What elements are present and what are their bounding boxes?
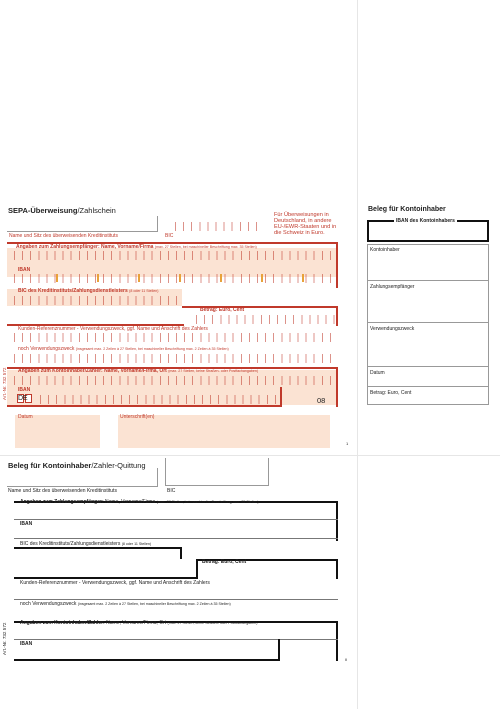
bic-full-label: BIC des Kreditinstituts/Zahlungsdienstleisters (18, 288, 128, 294)
receipt-recipient-label: Zahlungsempfänger (370, 284, 415, 290)
receipt-purpose-label: Verwendungszweck (370, 326, 415, 332)
payer-underline (7, 405, 282, 407)
receipt-divider (367, 322, 489, 323)
reference-ticks[interactable] (14, 333, 336, 342)
purpose-ticks[interactable] (14, 354, 336, 363)
iban-group-mark (179, 274, 181, 282)
bottom-amount-label: Betrag: Euro, Cent (202, 559, 247, 565)
bottom-payer-underline (14, 659, 278, 661)
recipient-name-ticks[interactable] (14, 251, 336, 260)
bottom-page-number: II (345, 657, 348, 662)
iban-group-mark (56, 274, 58, 282)
page-number: 1 (346, 441, 349, 446)
payer-iban-label: IBAN (18, 387, 31, 393)
bottom-payer-label2: Name, Vorname/Firma, Ort (106, 620, 167, 626)
receipt-divider (367, 366, 489, 367)
receipt-divider (367, 280, 489, 281)
signature-label: Unterschrift(en) (120, 414, 155, 420)
iban-label: IBAN (18, 267, 31, 273)
iban-prefix: DE (18, 395, 28, 402)
bottom-article-number: Art.-Nr. 732 572 (2, 622, 7, 655)
payer-row (18, 368, 258, 374)
payer-receipt-form (0, 455, 357, 709)
amount-ticks[interactable] (196, 315, 336, 324)
iban-ticks[interactable] (14, 274, 336, 283)
bic-top-ticks[interactable] (175, 222, 263, 231)
form-code: 08 (317, 396, 326, 405)
bottom-payer-frame (14, 621, 338, 661)
bottom-bic-hint: (8 oder 11 Stellen) (121, 542, 152, 546)
bottom-payer-hint: (max. 27 Stellen, keine Straßen- oder Postfachangaben) (167, 621, 258, 625)
notice-text: Für Überweisungen in Deutschland, in andere EU-/EWR-Staaten und in die Schweiz in Euro. (274, 212, 337, 236)
bottom-iban-label: IBAN (20, 521, 33, 527)
bank-name-label: Name und Sitz des überweisenden Kreditinstituts (9, 233, 118, 239)
amount-label: Betrag: Euro, Cent (200, 307, 245, 313)
purpose-label: noch Verwendungszweck (18, 346, 75, 352)
bottom-title-bold: Beleg für Kontoinhaber (8, 461, 92, 470)
receipt-amount-label: Betrag: Euro, Cent (370, 390, 412, 396)
bank-name-field[interactable] (7, 216, 158, 232)
recipient-label: Angaben zum Zahlungsempfänger: Name, Vorname/Firma (16, 244, 154, 250)
bottom-bank-label: Name und Sitz des überweisenden Kreditinstituts (8, 488, 117, 494)
bottom-recipient-frame (14, 501, 338, 541)
purpose-row (18, 346, 229, 352)
payer-label: Angaben zum Kontoinhaber/Zahler: Name, Vorname/Firma, Ort (18, 368, 167, 374)
bottom-recipient-label: Angaben zum Zahlungsempfänger: (20, 499, 104, 505)
iban-group-mark (220, 274, 222, 282)
bottom-bic-corner (180, 547, 182, 559)
bottom-amount-underline (14, 577, 198, 579)
iban-group-mark (138, 274, 140, 282)
bottom-divider (14, 538, 338, 539)
bottom-recipient-hint: (max. 27 Stellen, bei maschineller Beschriftung max. 35 Stellen) (156, 500, 259, 504)
form-title (8, 206, 116, 215)
receipt-fields (367, 244, 489, 405)
receipt-title: Beleg für Kontoinhaber (368, 206, 446, 213)
bic-ticks[interactable] (14, 296, 180, 305)
bottom-divider (14, 519, 338, 520)
bottom-payer-row (20, 620, 257, 626)
iban-group-mark (302, 274, 304, 282)
payer-iban-ticks[interactable] (40, 395, 280, 404)
bottom-bic-label: BIC (167, 488, 176, 494)
receipt-date-label: Datum (370, 370, 385, 376)
bic-label: BIC (165, 233, 174, 239)
iban-group-mark (261, 274, 263, 282)
bottom-purpose-label: noch Verwendungszweck (20, 601, 77, 607)
bottom-purpose-row (20, 601, 231, 607)
form-title-bold: SEPA-Überweisung (8, 206, 78, 215)
payer-ticks[interactable] (14, 376, 336, 385)
bottom-reference-label: Kunden-Referenznummer - Verwendungszweck, ggf. Name und Anschrift des Zahlers (20, 580, 210, 586)
bottom-recipient-row (20, 499, 259, 505)
sepa-transfer-form (0, 200, 357, 455)
bottom-title-rest: /Zahler-Quittung (91, 461, 146, 470)
bottom-purpose-hint: (insgesamt max. 2 Zeilen à 27 Stellen, bei maschineller Beschriftung max. 2 Zeilen à 35 Stellen) (77, 602, 231, 606)
iban-group-mark (97, 274, 99, 282)
bottom-divider (14, 639, 338, 640)
bottom-divider (14, 599, 338, 600)
bottom-bic-field[interactable] (165, 458, 269, 486)
bottom-bank-field[interactable] (7, 468, 158, 487)
code-frame (280, 387, 338, 407)
bottom-recipient-label2: Name, Vorname/Firma (105, 499, 156, 505)
recipient-hint: (max. 27 Stellen, bei maschineller Beschriftung max. 35 Stellen) (154, 245, 257, 249)
receipt-holder-label: Kontoinhaber (370, 247, 400, 253)
recipient-label-row (16, 244, 257, 250)
purpose-hint: (insgesamt max. 2 Zeilen à 27 Stellen, bei maschineller Beschriftung max. 2 Zeilen à 35 Stellen) (75, 347, 229, 351)
bic-full-row (18, 288, 158, 294)
bottom-bic-full-label: BIC des Kreditinstituts/Zahlungsdienstleisters (20, 541, 121, 547)
bic-hint: (8 oder 11 Stellen) (129, 289, 159, 293)
receipt-divider (367, 386, 489, 387)
bottom-payer-corner (278, 639, 280, 661)
reference-label: Kunden-Referenznummer - Verwendungszweck, ggf. Name und Anschrift des Zahlers (18, 326, 208, 332)
bottom-payer-iban-label: IBAN (20, 641, 33, 647)
date-label: Datum (18, 414, 33, 420)
bottom-bic-underline (14, 547, 182, 549)
form-title-rest: /Zahlschein (77, 206, 116, 215)
receipt-stub (358, 200, 500, 440)
bottom-payer-label: Angaben zum Kontoinhaber/Zahler: (20, 620, 105, 626)
article-number: Art.-Nr. 732 572 (2, 367, 7, 400)
receipt-iban-label: IBAN des Kontoinhabers (396, 218, 455, 224)
payer-hint: (max. 27 Stellen, keine Straßen- oder Postfachangaben) (168, 369, 259, 373)
